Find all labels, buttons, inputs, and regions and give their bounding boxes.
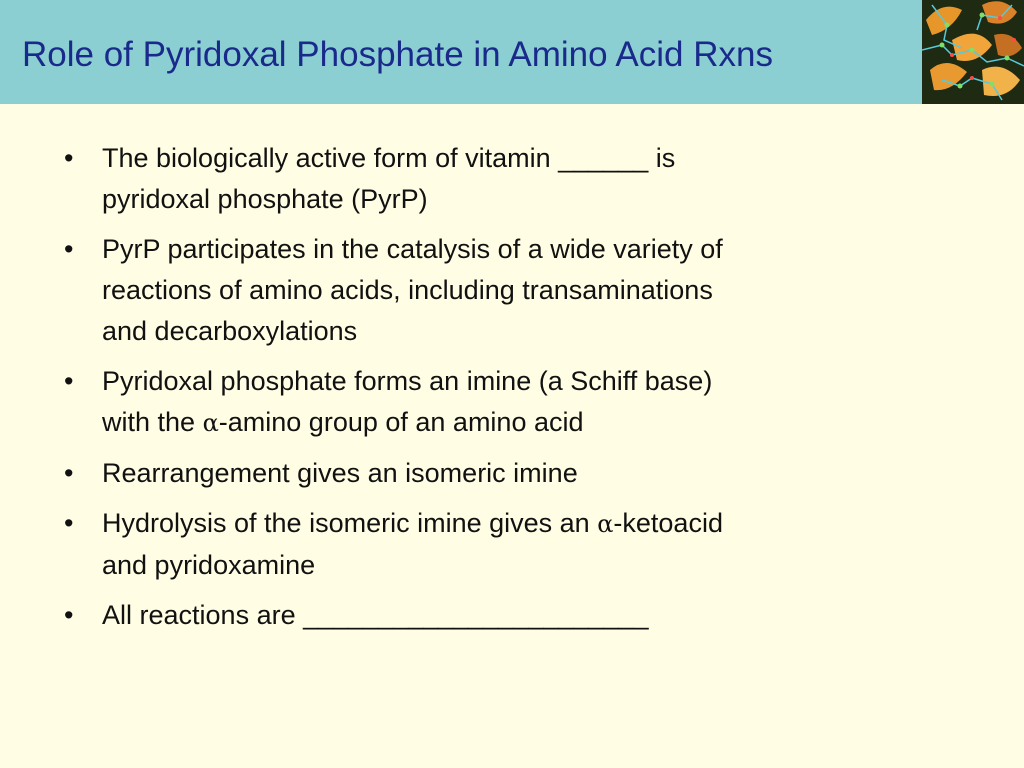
bullet-line bbox=[102, 503, 944, 545]
bullet-line: and pyridoxamine bbox=[102, 550, 316, 580]
bullet-line: and decarboxylations bbox=[102, 316, 358, 346]
bullet-item bbox=[64, 453, 944, 494]
title-bar bbox=[0, 0, 1024, 104]
bullet-text-suffix: -amino group of an amino acid bbox=[218, 407, 584, 437]
bullet-line: All reactions are _______________________ bbox=[102, 600, 649, 630]
bullet-item bbox=[64, 595, 944, 636]
bullet-line: The biologically active form of vitamin ______ is bbox=[102, 143, 676, 173]
bullet-item bbox=[64, 503, 944, 586]
bullet-item bbox=[64, 229, 944, 352]
bullet-item bbox=[64, 361, 944, 444]
bullet-list bbox=[64, 138, 944, 645]
bullet-line bbox=[102, 402, 944, 444]
bullet-marker: • bbox=[64, 143, 74, 173]
bullet-line: Pyridoxal phosphate forms an imine (a Schiff base) bbox=[102, 366, 713, 396]
bullet-item bbox=[64, 138, 944, 220]
molecular-structure-image bbox=[922, 0, 1024, 104]
bullet-line: pyridoxal phosphate (PyrP) bbox=[102, 184, 428, 214]
bullet-marker: • bbox=[64, 234, 74, 264]
alpha-symbol: α bbox=[202, 409, 219, 437]
bullet-marker: • bbox=[64, 458, 74, 488]
bullet-text-prefix: Hydrolysis of the isomeric imine gives an bbox=[102, 508, 598, 538]
bullet-line: PyrP participates in the catalysis of a wide variety of bbox=[102, 234, 723, 264]
bullet-text-prefix: with the bbox=[102, 407, 203, 437]
bullet-marker: • bbox=[64, 366, 74, 396]
bullet-line: reactions of amino acids, including transaminations bbox=[102, 275, 713, 305]
bullet-line: Rearrangement gives an isomeric imine bbox=[102, 458, 578, 488]
slide-title: Role of Pyridoxal Phosphate in Amino Acid Rxns bbox=[22, 35, 773, 74]
alpha-symbol: α bbox=[597, 510, 614, 538]
bullet-marker: • bbox=[64, 600, 74, 630]
bullet-marker: • bbox=[64, 508, 74, 538]
bullet-text-suffix: -ketoacid bbox=[613, 508, 723, 538]
